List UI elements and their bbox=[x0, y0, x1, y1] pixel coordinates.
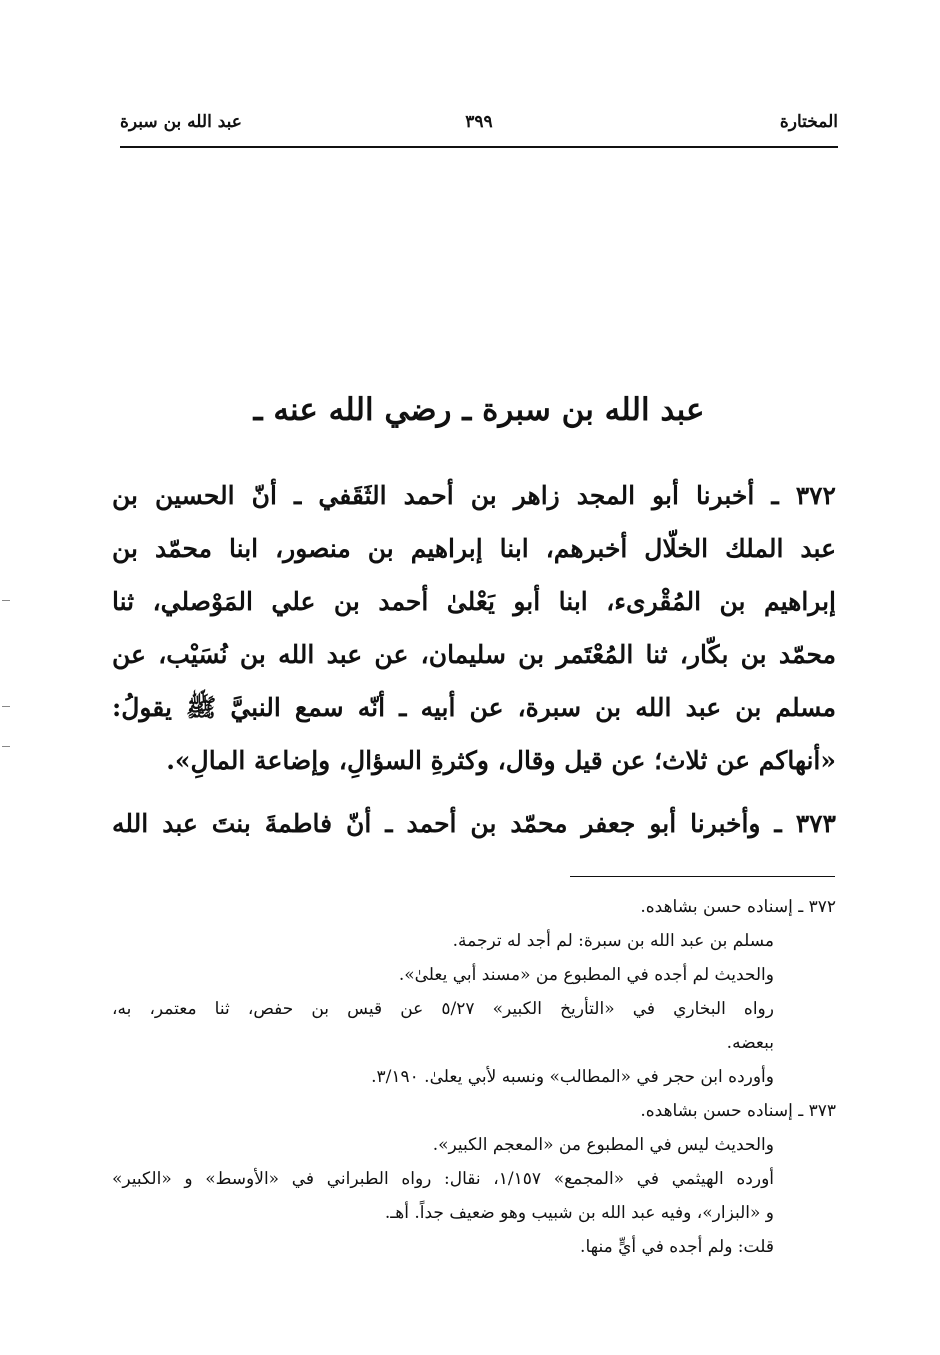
hadith-line: ٣٧٣ ـ وأخبرنا أبو جعفر محمّد بن أحمد ـ أنّ فاطمةَ بنتَ عبد الله bbox=[112, 809, 836, 838]
footnote-line: ٣٧٣ ـ إسناده حسن بشاهده. bbox=[640, 1101, 836, 1121]
paragraph-gap bbox=[112, 794, 836, 804]
footnote-line: مسلم بن عبد الله بن سبرة: لم أجد له ترجمة. bbox=[452, 931, 774, 951]
page-number: ٣٩٩ bbox=[465, 112, 493, 132]
footnote-line: والحديث ليس في المطبوع من «المعجم الكبير». bbox=[432, 1135, 774, 1155]
hadith-line: «أنهاكم عن ثلاث؛ عن قيل وقال، وكثرةِ السؤالِ، وإضاعة المالِ». bbox=[166, 746, 836, 775]
footnote-line: أورده الهيثمي في «المجمع» ١/١٥٧، نقال: رواه الطبراني في «الأوسط» و «الكبير» bbox=[112, 1169, 774, 1189]
hadith-line: مسلم بن عبد الله بن سبرة، عن أبيه ـ أنّه سمع النبيَّ ﷺ يقولُ: bbox=[112, 693, 836, 722]
footnote-rule bbox=[570, 876, 835, 877]
hadith-line: عبد الملك الخلّال أخبرهم، ابنا إبراهيم بن منصور، ابنا محمّد بن bbox=[112, 534, 836, 563]
footnote-line: و «البزار»، وفيه عبد الله بن شبيب وهو ضعيف جداً. أهـ. bbox=[384, 1203, 774, 1223]
footnote-line: والحديث لم أجده في المطبوع من «مسند أبي يعلىٰ». bbox=[398, 965, 774, 985]
book-title: المختارة bbox=[779, 112, 838, 132]
footnote-line: ٣٧٢ ـ إسناده حسن بشاهده. bbox=[640, 897, 836, 917]
hadith-text bbox=[112, 476, 836, 857]
footnotes bbox=[112, 892, 836, 1266]
scan-margin-mark bbox=[2, 600, 10, 601]
footnote-line: وأورده ابن حجر في «المطالب» ونسبه لأبي يعلىٰ. ٣/١٩٠. bbox=[371, 1067, 774, 1087]
section-name: عبد الله بن سبرة bbox=[120, 112, 242, 132]
running-header bbox=[120, 112, 838, 142]
footnote-line: رواه البخاري في «التأريخ الكبير» ٥/٢٧ عن قيس بن حفص، ثنا معتمر، به، bbox=[112, 999, 774, 1019]
hadith-line: إبراهيم بن المُقْرىء، ابنا أبو يَعْلىٰ أحمد بن علي المَوْصلي، ثنا bbox=[112, 587, 836, 616]
chapter-title: عبد الله بن سبرة ـ رضي الله عنه ـ bbox=[253, 392, 705, 428]
hadith-line: ٣٧٢ ـ أخبرنا أبو المجد زاهر بن أحمد الثَقَفي ـ أنّ الحسين بن bbox=[112, 481, 836, 510]
header-rule bbox=[120, 146, 838, 148]
footnote-line: قلت: ولم أجده في أيٍّ منها. bbox=[580, 1237, 774, 1257]
scan-margin-mark bbox=[2, 746, 10, 747]
footnote-line: ببعضه. bbox=[726, 1033, 774, 1053]
hadith-line: محمّد بن بكّار، ثنا المُعْتَمر بن سليمان، عن عبد الله بن نُسَيْب، عن bbox=[112, 640, 836, 669]
scan-margin-mark bbox=[2, 706, 10, 707]
